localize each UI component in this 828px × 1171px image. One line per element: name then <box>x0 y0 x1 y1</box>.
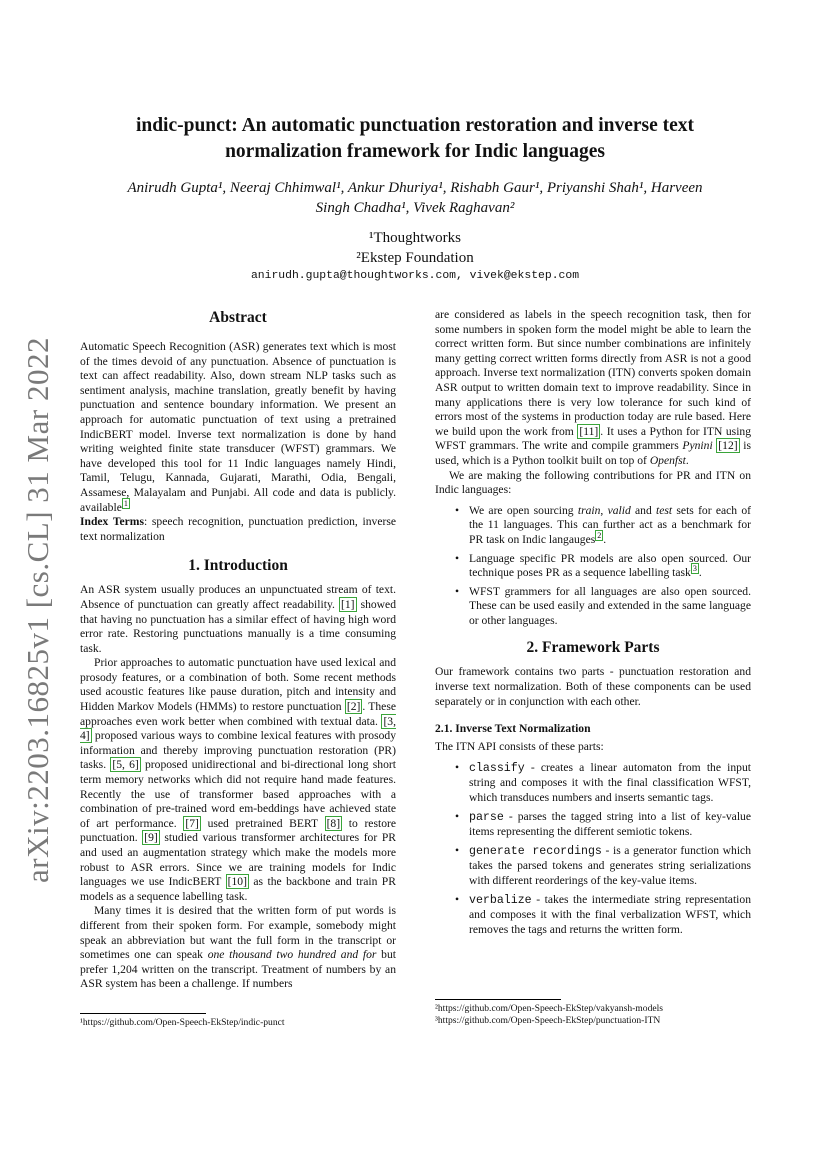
footnotes-right <box>435 999 751 1027</box>
intro-continued-paragraph: are considered as labels in the speech recognition task, then for some numbers in spoken form the model might be able to learn the correct written form. But since number combinations are infinitely many getting correct written forms directly from ASR is not a good approach. Inverse text normalization (ITN) converts spoken domain ASR output to written domain text to improve readability. Since in many applications there is very low tolerance for such kind of errors most of the systems in production today are rule based. Here we build upon the work from [11] . It uses a Python for ITN using WFST grammars. The write and compile grammers Pynini [12] is used, which is a Python toolkit built on top of Openfst. <box>435 308 752 467</box>
title-line-1: indic-punct: An automatic punctuation restoration and inverse text <box>135 115 695 136</box>
introduction-heading: 1. Introduction <box>188 557 288 575</box>
contributions-list <box>435 504 751 629</box>
api-generate-recordings: generate recordings <box>469 844 602 858</box>
itn-intro: The ITN API consists of these parts: <box>435 740 604 754</box>
list-item: • verbalize - takes the intermediate string representation and composes it with the final verbalization WFST, which removes the tags and returns the written form. <box>455 893 751 938</box>
citation-link[interactable]: [5, 6] <box>112 758 139 772</box>
intro-paragraph-3: Many times it is desired that the written form of put words is different from their spoken form. For example, somebody might speak an abbreviation but want the full form in the transcript or sometimes one can speak one thousand two hundred and for but prefer 1,204 written on the transcript. Treatment of numbers by an ASR system has been a challenge. If numbers <box>80 904 396 991</box>
right-column <box>435 308 751 941</box>
title-line-2: normalization framework for Indic languages <box>225 141 605 162</box>
authors-line-2: Singh Chadha¹, Vivek Raghavan² <box>315 200 515 216</box>
list-item: • We are open sourcing train, valid and test sets for each of the 11 languages. This can further act as a benchmark for PR task on Indic langauges $^2$ . <box>455 504 751 548</box>
list-item: • WFST grammers for all languages are also open sourced. These can be used easily and extended in the same language or other languages. <box>455 585 751 629</box>
contributions-intro: We are making the following contributions for PR and ITN on Indic languages: <box>435 468 751 497</box>
author-list <box>80 178 750 218</box>
citation-link[interactable]: [9] <box>144 831 158 845</box>
footnote-ref-3[interactable]: 3 <box>692 564 697 574</box>
api-verbalize: verbalize <box>469 893 532 907</box>
footnote-ref-2[interactable]: 2 <box>597 531 602 541</box>
citation-link[interactable]: [3, 4] <box>80 714 396 743</box>
footnote-divider <box>80 1013 206 1014</box>
footnote-1[interactable]: ¹https://github.com/Open-Speech-EkStep/indic-punct <box>80 1017 285 1028</box>
paper-title <box>100 113 730 165</box>
itn-api-list <box>435 761 751 938</box>
intro-paragraph-1: An ASR system usually produces an unpunctuated stream of text. Absence of punctuation can greatly affect readability. [1] showed that having no punctuation has a similar effect of having high word error rate. Restoring punctuations manually is a time consuming task. <box>80 583 396 655</box>
footnote-divider <box>435 999 561 1000</box>
framework-paragraph: Our framework contains two parts - punctuation restoration and inverse text normalization. Both of these components can be used separately or in conjunction with each other. <box>435 665 751 708</box>
authors-line-1: Anirudh Gupta¹, Neeraj Chhimwal¹, Ankur Dhuriya¹, Rishabh Gaur¹, Priyanshi Shah¹, Harveen <box>127 180 703 196</box>
citation-link[interactable]: [1] <box>340 597 355 611</box>
arxiv-side-stamp <box>8 330 68 890</box>
api-parse: parse <box>469 810 504 824</box>
itn-subheading: 2.1. Inverse Text Normalization <box>435 722 591 736</box>
citation-link[interactable]: [10] <box>227 875 247 889</box>
list-item: • classify - creates a linear automaton from the input string and composes it with the final classification WFST, which transduces numbers and inserts semantic tags. <box>455 761 751 806</box>
arxiv-identifier: arXiv:2203.16825v1 [cs.CL] 31 Mar 2022 <box>20 337 55 883</box>
author-emails: anirudh.gupta@thoughtworks.com, vivek@ekstep.com <box>250 270 580 282</box>
citation-link[interactable]: [12] <box>718 439 738 453</box>
list-item: • generate recordings - is a generator function which takes the parsed tokens and generates string serializations with different reorderings of the key-value items. <box>455 844 751 889</box>
framework-heading: 2. Framework Parts <box>526 639 660 657</box>
abstract-paragraph: Automatic Speech Recognition (ASR) generates text which is most of the times devoid of any punctuation. Absence of punctuation is text can affect readability. Also, down stream NLP tasks such as sentiment analysis, machine translation, greatly benefit by having punctuation and sentence boundary information. We present an approach for automatic punctuation of text using a pretrained IndicBERT model. Inverse text normalization is done by hand writing weighted finite state transducer (WFST) grammars. We have developed this tool for 11 Indic languages namely Hindi, Tamil, Telugu, Kannada, Gujarati, Marathi, Odia, Bengali, Assamese, Malayalam and Punjabi. All code and data is publicly. available $^1$ <box>80 340 396 514</box>
left-column <box>80 308 396 992</box>
list-item: • parse - parses the tagged string into a list of key-value items representing the different semiotic tokens. <box>455 810 751 840</box>
citation-link[interactable]: [2] <box>346 700 361 714</box>
footnote-3[interactable]: ³https://github.com/Open-Speech-EkStep/punctuation-ITN <box>435 1015 661 1026</box>
affiliations <box>100 228 730 268</box>
affiliation-2: ²Ekstep Foundation <box>356 250 474 266</box>
api-classify: classify <box>469 761 525 775</box>
affiliation-1: ¹Thoughtworks <box>369 230 461 246</box>
list-item: • Language specific PR models are also open sourced. Our technique poses PR as a sequence labelling task $^3$ . <box>455 552 751 581</box>
footnote-ref-1[interactable]: 1 <box>123 498 128 508</box>
citation-link[interactable]: [11] <box>579 424 599 438</box>
intro-paragraph-2: Prior approaches to automatic punctuation have used lexical and prosody features, or a combination of both. Some recent methods used acoustic features like pause duration, pitch and intensity and Hidden Markov Models (HMMs) to restore punctuation [2] . These approaches even work better when combined with textual data. [3, 4] proposed various ways to combine lexical features with prosody information and thereby improving punctuation restoration (PR) tasks. [5, 6] proposed unidirectional and bi-directional long short term memory networks which did not require hand made features. Recently the use of transformer based approaches with a combination of pre-trained word em-beddings have achieved state of art performance. [7] used pretrained BERT [8] to restore punctuation. [9] studied various transformer architectures for PR and used an augmentation strategy which make the models more robust to ASR errors. Since we are training models for Indic languages we use IndicBERT [10] as the backbone and train PR models as a sequence labelling task. <box>80 656 396 903</box>
index-terms: Index Terms: speech recognition, punctuation prediction, inverse text normalization <box>80 515 396 543</box>
citation-link[interactable]: [8] <box>326 816 341 830</box>
abstract-heading: Abstract <box>209 309 267 326</box>
footnote-2[interactable]: ²https://github.com/Open-Speech-EkStep/vakyansh-models <box>435 1003 664 1014</box>
footnotes-left <box>80 1013 396 1029</box>
citation-link[interactable]: [7] <box>185 816 199 830</box>
